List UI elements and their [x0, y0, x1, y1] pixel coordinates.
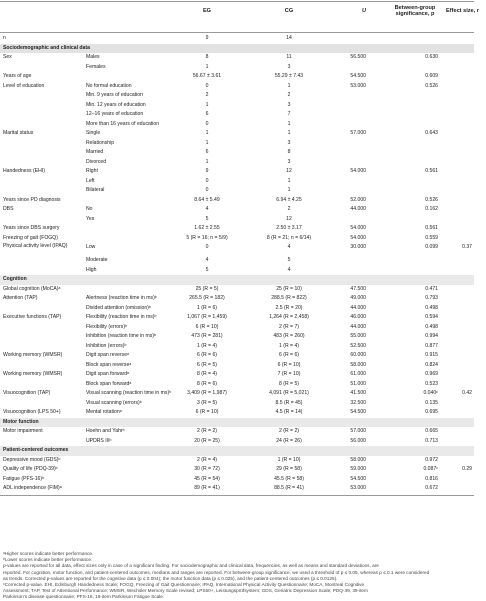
cell-c4: 55.000: [350, 333, 366, 339]
cell-c1: Left: [86, 177, 95, 184]
cell-c1: Males: [86, 54, 100, 60]
cell-c2: 2 (R = 4): [197, 456, 217, 463]
cell-c2: 473 (R = 281): [191, 333, 223, 339]
cell-c4: 58.000: [350, 361, 366, 368]
cell-c4: 52.000: [350, 196, 366, 203]
table-row: [0, 205, 474, 215]
cell-c4: 57.000: [350, 130, 366, 136]
cell-c2: 0: [205, 177, 209, 184]
table-row: [0, 215, 474, 225]
table-row: [0, 484, 474, 494]
cell-c4: 54.500: [350, 73, 366, 79]
cell-c1: Divided attention (omission)ᵇ: [86, 304, 151, 311]
cell-c1: Min. 9 years of education: [86, 92, 143, 98]
cell-c3: 2.5 (R = 20): [275, 304, 303, 311]
table-row: [0, 234, 474, 244]
cell-c3: 6 (R = 6): [279, 352, 299, 358]
cell-c0: Depressive mood (GDS)ᵇ: [3, 456, 61, 463]
table-row: [0, 408, 474, 418]
cell-c1: Bilateral: [86, 187, 105, 193]
cell-c4: 44.000: [350, 323, 366, 330]
cell-c4: 44.000: [350, 206, 366, 212]
table-row: [0, 53, 474, 63]
cell-c4: 59.000: [350, 466, 366, 472]
cell-c0: n: [3, 35, 6, 41]
table-row: [0, 437, 474, 447]
cell-c3: 4: [287, 244, 291, 250]
cell-c4: 47.500: [350, 285, 366, 292]
cell-c3: 1,264 (R = 2,458): [269, 314, 309, 320]
cell-c5: 0.526: [425, 196, 438, 203]
top-rule: [0, 1, 474, 2]
cell-c6: 0.37: [462, 244, 472, 250]
cell-c5: 0.523: [425, 380, 438, 387]
bottom-rule: [0, 495, 474, 496]
table-row: [0, 380, 474, 390]
cell-c4: 54.000: [350, 234, 366, 241]
cell-c3: 8 (R = 21; n = 6/14): [266, 234, 312, 241]
cell-c1: Digit span reverseᵃ: [86, 352, 129, 358]
cell-c1: No: [86, 206, 93, 212]
section-title: Cognition: [3, 276, 27, 282]
cell-c5: 0.561: [425, 168, 438, 174]
cell-c2: 1 (R = 4): [197, 342, 217, 349]
header-u: U: [361, 8, 366, 14]
cell-c5: 0.643: [425, 130, 438, 136]
table-row: [0, 475, 474, 485]
cell-c3: 12: [286, 168, 292, 174]
section-header-row: [0, 44, 474, 54]
cell-c5: 0.994: [425, 333, 438, 339]
cell-c0: Years since DBS surgery: [3, 225, 60, 231]
cell-c3: 3: [287, 158, 291, 165]
cell-c0: Working memory (WMSR): [3, 371, 63, 377]
section-title: Motor function: [3, 418, 39, 425]
cell-c2: 8.64 ± 5.49: [194, 196, 220, 203]
cell-c3: 1: [287, 82, 291, 89]
cell-c2: 1: [205, 139, 209, 146]
cell-c5: 0.471: [425, 285, 438, 292]
cell-c1: Inhibition (errors)ᵇ: [86, 342, 127, 349]
cell-c5: 0.665: [425, 428, 438, 434]
section-header-row: [0, 446, 474, 456]
cell-c2: 30 (R = 72): [194, 466, 220, 472]
cell-c1: Divorced: [86, 158, 107, 165]
cell-c2: 1,067 (R = 1,459): [187, 314, 227, 320]
cell-c4: 51.000: [350, 380, 366, 387]
cell-c2: 6 (R = 10): [195, 323, 219, 330]
cell-c4: 56.500: [350, 54, 366, 60]
table-row: [0, 294, 474, 304]
table-row: [0, 465, 474, 475]
cell-c2: 1.62 ± 2.55: [194, 225, 220, 231]
cell-c3: 3: [287, 101, 291, 108]
cell-c0: Years of age: [3, 73, 32, 79]
cell-c0: DBS: [3, 206, 14, 212]
cell-c4: 57.000: [350, 428, 366, 434]
cell-c5: 0.135: [425, 399, 438, 406]
header-eg: EG: [202, 8, 212, 14]
table-row: [0, 427, 474, 437]
cell-c3: 45.5 (R = 58): [274, 475, 304, 482]
cell-c1: More than 16 years of education: [86, 120, 160, 127]
table-row: [0, 361, 474, 371]
cell-c3: 7 (R = 10): [277, 371, 301, 377]
cell-c0: Motor impairment: [3, 428, 43, 434]
cell-c3: 1: [287, 120, 291, 127]
cell-c2: 3 (R = 5): [197, 399, 217, 406]
cell-c3: 2 (R = 2): [279, 428, 299, 434]
cell-c2: 1: [205, 63, 209, 70]
table-row: [0, 139, 474, 149]
cell-c2: 45 (R = 54): [194, 475, 220, 482]
cell-c5: 0.695: [425, 409, 438, 415]
cell-c3: 8.5 (R = 45): [275, 399, 303, 406]
header-rule: [0, 32, 474, 33]
cell-c3: 14: [286, 35, 292, 41]
cell-c3: 483 (R = 260): [273, 333, 305, 339]
cell-c6: 0.29: [462, 466, 472, 472]
cell-c2: 9: [205, 168, 209, 174]
table-row: [0, 285, 474, 295]
table-row: [0, 82, 474, 92]
cell-c4: 52.500: [350, 342, 366, 349]
table-row: [0, 196, 474, 206]
cell-c3: 3: [287, 63, 291, 70]
cell-c1: No formal education: [86, 82, 132, 89]
section-header-row: [0, 418, 474, 428]
table-row: [0, 129, 474, 139]
table-row: [0, 370, 474, 380]
table-row: [0, 342, 474, 352]
cell-c2: 265.5 (R = 182): [189, 295, 225, 301]
table-row: [0, 351, 474, 361]
cell-c2: 6 (R = 5): [197, 361, 217, 368]
cell-c4: 53.000: [350, 82, 366, 89]
cell-c2: 1: [205, 101, 209, 108]
footnote-line: as trends. Corrected p-values are reported for the cognitive data (p ≤ 0.004); the motor function data (p ≤ 0.025), and the patient-centered outcomes (p ≤ 0.0125).: [3, 575, 338, 581]
cell-c2: 6 (R = 6): [197, 352, 217, 358]
table-row: [0, 304, 474, 314]
cell-c5: 0.816: [425, 475, 438, 482]
cell-c5: 0.713: [425, 437, 438, 444]
cell-c4: 32.500: [350, 399, 366, 406]
footnote-line: p-values are reported for all data, effect sizes only in case of a significant finding. For sociodemographic and clinical data, frequencies, as well as means and standard deviations, are: [3, 563, 379, 569]
table-row: [0, 313, 474, 323]
cell-c5: 0.162: [425, 206, 438, 212]
cell-c1: Digit span forwardᵃ: [86, 371, 129, 377]
cell-c3: 24 (R = 26): [276, 437, 302, 444]
cell-c3: 3: [287, 139, 291, 146]
cell-c3: 5: [287, 257, 291, 263]
cell-c0: Visuocognition (TAP): [3, 390, 51, 396]
cell-c4: 30.000: [350, 244, 366, 250]
data-table: [0, 34, 474, 494]
table-row: [0, 34, 474, 44]
cell-c2: 5: [205, 266, 209, 273]
cell-c4: 53.000: [350, 485, 366, 491]
cell-c1: Flexibility (reaction time in ms)ᵇ: [86, 314, 157, 320]
table-row: [0, 91, 474, 101]
cell-c5: 0.915: [425, 352, 438, 358]
cell-c0: Handedness (EHI): [3, 168, 45, 174]
cell-c4: 56.000: [350, 437, 366, 444]
cell-c1: Flexibility (errors)ᵇ: [86, 323, 127, 330]
footnote-line: ᵇLower scores indicate better performance.: [3, 557, 93, 563]
cell-c0: Fatigue (PFS-16)ᵇ: [3, 475, 44, 482]
cell-c1: Relationship: [86, 139, 115, 146]
cell-c2: 6: [205, 149, 209, 155]
cell-c2: 3,409 (R = 1,987): [187, 390, 227, 396]
cell-c1: Inhibition (reaction time in ms)ᵇ: [86, 333, 156, 339]
cell-c3: 2.50 ± 3.17: [276, 225, 302, 231]
cell-c4: 41.500: [350, 390, 366, 396]
footnote-line: ᶜCorrected p-value. EHI, Edinburgh Handedness Scale; FOGQ, Freezing of Gait Questionnaire; IPAQ, International Physical Activity Questionnaire; MoCA, Montreal Cognitive: [3, 582, 365, 588]
cell-c4: 46.000: [350, 314, 366, 320]
cell-c2: 0: [205, 82, 209, 89]
cell-c2: 0: [205, 187, 209, 193]
cell-c2: 8 (R = 4): [197, 371, 217, 377]
cell-c0: Level of education: [3, 82, 45, 89]
header-cg: CG: [284, 8, 294, 14]
cell-c5: 0.594: [425, 314, 438, 320]
table-row: [0, 101, 474, 111]
cell-c3: 8: [287, 149, 291, 155]
cell-c3: 6.94 ± 4.25: [276, 196, 302, 203]
cell-c5: 0.087ᶜ: [423, 466, 438, 472]
cell-c3: 8 (R = 5): [279, 380, 299, 387]
cell-c3: 1: [287, 187, 291, 193]
cell-c2: 25 (R = 5): [195, 285, 219, 292]
cell-c1: UPDRS IIIᵇ: [86, 437, 112, 444]
cell-c0: Quality of life (PDQ-39)ᵇ: [3, 466, 58, 472]
cell-c5: 0.099: [425, 244, 438, 250]
table-row: [0, 456, 474, 466]
table-row: [0, 256, 474, 266]
cell-c1: Visual scanning (reaction time in ms)ᵇ: [86, 390, 172, 396]
table-row: [0, 389, 474, 399]
cell-c2: 2: [205, 92, 209, 98]
cell-c1: Moderate: [86, 257, 108, 263]
section-header-row: [0, 275, 474, 285]
table-row: [0, 63, 474, 73]
cell-c3: 6 (R = 10): [277, 361, 301, 368]
cell-c3: 1: [287, 177, 291, 184]
cell-c1: Min. 12 years of education: [86, 101, 146, 108]
table-row: [0, 243, 474, 256]
cell-c0: Years since PD diagnosis: [3, 196, 61, 203]
cell-c1: Low: [86, 244, 96, 250]
cell-c5: 0.877: [425, 342, 438, 349]
section-title: Sociodemographic and clinical data: [3, 44, 90, 51]
cell-c3: 1 (R = 10): [277, 456, 301, 463]
cell-c0: Freezing of gait (FOGQ): [3, 234, 58, 241]
table-row: [0, 399, 474, 409]
cell-c5: 0.793: [425, 295, 438, 301]
cell-c5: 0.972: [425, 456, 438, 463]
cell-c2: 8 (R = 6): [197, 380, 217, 387]
cell-c0: Attention (TAP): [3, 295, 38, 301]
cell-c4: 61.000: [350, 371, 366, 377]
table-row: [0, 110, 474, 120]
footnote-line: Assessment; TAP, Test of Attentional Performance; WMSR, Wechsler Memory Scale revised; LPS50+, Leistungsprüfsystem; GDS, Geriatric Depression Scale; PDQ-39, 39-item: [3, 588, 368, 594]
cell-c3: 4,091 (R = 5,021): [269, 390, 309, 396]
table-row: [0, 186, 474, 196]
cell-c1: Block span reverseᵃ: [86, 361, 132, 368]
cell-c3: 1: [287, 130, 291, 136]
cell-c3: 4: [287, 266, 291, 273]
cell-c4: 54.500: [350, 409, 366, 415]
cell-c5: 0.630: [425, 54, 438, 60]
cell-c2: 0: [205, 120, 209, 127]
header-effect-size: Effect size, r: [446, 8, 479, 14]
cell-c0: Global cognition (MoCA)ᵃ: [3, 285, 61, 292]
footnote-line: ᵃHigher scores indicate better performance.: [3, 551, 94, 556]
cell-c1: High: [86, 266, 97, 273]
cell-c0: Marital status: [3, 130, 34, 136]
cell-c0: Sex: [3, 54, 12, 60]
table-row: [0, 120, 474, 130]
cell-c2: 4: [205, 206, 209, 212]
cell-c3: 11: [286, 54, 292, 60]
cell-c5: 0.498: [425, 304, 438, 311]
cell-c4: 54.000: [350, 168, 366, 174]
cell-c5: 0.526: [425, 82, 438, 89]
cell-c1: Right: [86, 168, 98, 174]
cell-c1: Hoehn and Yahrᵇ: [86, 428, 125, 434]
header-between-group: Between-group significance, p: [394, 5, 436, 18]
cell-c4: 49.000: [350, 295, 366, 301]
section-title: Patient-centered outcomes: [3, 447, 69, 453]
cell-c3: 1 (R = 4): [279, 342, 299, 349]
table-row: [0, 72, 474, 82]
cell-c5: 0.561: [425, 225, 438, 231]
cell-c2: 0: [205, 244, 209, 250]
cell-c2: 5: [205, 215, 209, 222]
cell-c4: 58.000: [350, 456, 366, 463]
table-row: [0, 177, 474, 187]
table-row: [0, 224, 474, 234]
cell-c3: 25 (R = 10): [276, 285, 302, 292]
cell-c4: 54.500: [350, 475, 366, 482]
cell-c1: Married: [86, 149, 104, 155]
cell-c1: Visual scanning (errors)ᵇ: [86, 399, 142, 406]
cell-c4: 60.000: [350, 352, 366, 358]
cell-c3: 55.29 ± 7.43: [274, 73, 304, 79]
cell-c3: 29 (R = 58): [276, 466, 302, 472]
cell-c3: 2: [287, 206, 291, 212]
cell-c3: 7: [287, 111, 291, 117]
cell-c2: 1: [205, 130, 209, 136]
cell-c2: 8: [205, 54, 209, 60]
cell-c3: 2: [287, 92, 291, 98]
cell-c0: ADL independence (FIM)ᵃ: [3, 485, 62, 491]
cell-c2: 6 (R = 10): [195, 409, 219, 415]
table-row: [0, 332, 474, 342]
cell-c2: 1 (R = 6): [197, 304, 217, 311]
cell-c3: 288.5 (R = 822): [271, 295, 307, 301]
cell-c4: 44.000: [350, 304, 366, 311]
cell-c1: Single: [86, 130, 101, 136]
cell-c0: Visuocognition (LPS 50+): [3, 409, 61, 415]
footnote-line: reported. For cognition, motor function, and patient-centered outcomes, medians and ranges are reported. For between-group significance, we used a threshold of p ≤ 0.05, whereas p ≤ 0.1 were considered: [3, 569, 430, 575]
table-row: [0, 266, 474, 276]
cell-c3: 2 (R = 7): [279, 323, 299, 330]
cell-c1: Block span forwardᵃ: [86, 380, 132, 387]
cell-c2: 6: [205, 111, 209, 117]
cell-c5: 0.969: [425, 371, 438, 377]
cell-c5: 0.040ᶜ: [423, 390, 438, 396]
cell-c2: 1: [205, 158, 209, 165]
cell-c5: 0.559: [425, 234, 438, 241]
cell-c5: 0.824: [425, 361, 438, 368]
cell-c1: 12–16 years of education: [86, 111, 144, 117]
cell-c1: Females: [86, 63, 106, 70]
cell-c5: 0.672: [425, 485, 438, 491]
table-row: [0, 323, 474, 333]
cell-c2: 2 (R = 2): [197, 428, 217, 434]
footnote-line: Parkinson's disease questionnaire; PFS-16, 16-item Parkinson Fatigue Scale.: [3, 594, 165, 600]
cell-c2: 89 (R = 41): [194, 485, 220, 491]
cell-c2: 56.67 ± 3.61: [192, 73, 222, 79]
cell-c1: Yes: [86, 215, 95, 222]
cell-c0: Physical activity level (IPAQ): [3, 243, 68, 249]
table-row: [0, 158, 474, 168]
cell-c3: 12: [286, 215, 292, 222]
table-row: [0, 167, 474, 177]
table-header: [0, 0, 479, 34]
cell-c2: 20 (R = 25): [194, 437, 220, 444]
cell-c2: 5 (R = 16; n = 5/9): [186, 234, 228, 241]
table-footnotes: [3, 551, 473, 601]
table-row: [0, 148, 474, 158]
cell-c5: 0.498: [425, 323, 438, 330]
cell-c1: Mental rotationᵃ: [86, 409, 122, 415]
cell-c0: Working memory (WMSR): [3, 352, 63, 358]
cell-c2: 4: [205, 257, 209, 263]
cell-c0: Executive functions (TAP): [3, 314, 62, 320]
cell-c1: Alertness (reaction time in ms)ᵇ: [86, 295, 157, 301]
cell-c2: 9: [205, 35, 209, 41]
cell-c5: 0.609: [425, 73, 438, 79]
cell-c3: 4.5 (R = 14): [275, 409, 303, 415]
cell-c4: 54.000: [350, 225, 366, 231]
cell-c3: 88.5 (R = 41): [274, 485, 304, 491]
cell-c6: 0.42: [462, 390, 472, 396]
